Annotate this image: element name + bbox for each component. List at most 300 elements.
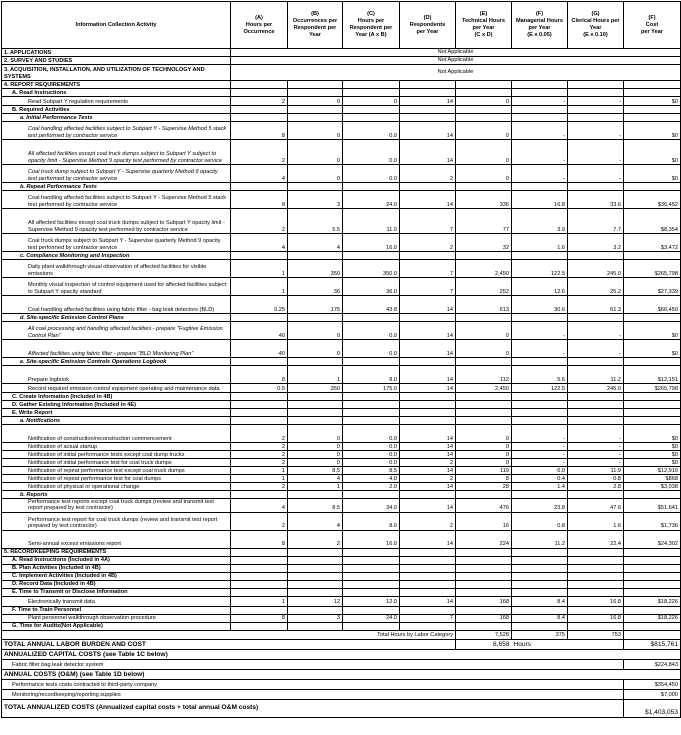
empty-cell xyxy=(288,314,343,322)
empty-cell xyxy=(343,358,400,366)
value-cell: - xyxy=(568,97,624,106)
value-cell: 4 xyxy=(231,499,288,513)
data-row xyxy=(2,296,681,314)
value-cell: 8 xyxy=(231,191,288,209)
empty-cell xyxy=(456,81,512,89)
empty-cell xyxy=(456,564,512,572)
empty-cell xyxy=(568,409,624,417)
empty-cell xyxy=(456,358,512,366)
cost-cell: $224,843 xyxy=(624,659,681,669)
row-label: Plant personnel walkthrough observation procedure xyxy=(2,614,231,622)
row-label: All affected facilities except coal truck dumps subject to Subpart Y subject to opacity limit - Supervise Method 9 opacity test performed by contractor service xyxy=(2,140,231,165)
empty-cell xyxy=(343,252,400,260)
empty-cell xyxy=(456,114,512,122)
empty-cell xyxy=(288,81,343,89)
header-text: per Year xyxy=(641,28,663,35)
value-cell: - xyxy=(568,443,624,451)
empty-cell xyxy=(512,106,568,114)
empty-cell xyxy=(231,548,288,556)
header-text: (A) xyxy=(255,14,263,21)
empty-cell xyxy=(568,606,624,614)
value-cell: 3 xyxy=(288,191,343,209)
empty-cell xyxy=(512,491,568,499)
value-cell: - xyxy=(512,122,568,140)
header-text: (B) xyxy=(311,11,319,17)
row-label: Fabric filter bag leak detector system xyxy=(2,659,624,669)
value-cell: 4.0 xyxy=(343,475,400,483)
value-cell: 2 xyxy=(231,443,288,451)
empty-cell xyxy=(288,358,343,366)
empty-cell xyxy=(288,548,343,556)
row-label: a. Notifications xyxy=(2,417,231,425)
value-cell: 375 xyxy=(512,630,568,639)
empty-cell xyxy=(400,114,456,122)
row-label: Coal truck dumps subject to Subpart Y - Supervise quarterly Method 9 opacity test performed by contractor service xyxy=(2,234,231,252)
empty-cell xyxy=(231,314,288,322)
total-hours: 8,658 xyxy=(456,639,512,649)
empty-cell xyxy=(288,606,343,614)
empty-cell xyxy=(568,588,624,596)
value-cell: 8.0 xyxy=(343,512,400,530)
value-cell: 32 xyxy=(456,234,512,252)
row-label: Prepare logbook xyxy=(2,366,231,384)
row-label: 1. APPLICATIONS xyxy=(2,49,231,57)
value-cell: 8.4 xyxy=(512,596,568,606)
value-cell: $51,641 xyxy=(624,499,681,513)
empty-cell xyxy=(456,314,512,322)
empty-cell xyxy=(343,314,400,322)
value-cell: 0.25 xyxy=(231,296,288,314)
header-column xyxy=(512,2,568,49)
empty-cell xyxy=(568,314,624,322)
value-cell: 8.4 xyxy=(512,614,568,622)
value-cell: 168 xyxy=(456,596,512,606)
row-label: Performance tests costs contracted to third-party company xyxy=(2,679,624,689)
value-cell: 7 xyxy=(400,278,456,296)
row-label: B. Required Activities xyxy=(2,106,231,114)
value-cell: 0 xyxy=(456,340,512,358)
empty-cell xyxy=(624,556,681,564)
value-cell: 40 xyxy=(231,322,288,340)
empty-cell xyxy=(231,81,288,89)
value-cell: 3 xyxy=(288,614,343,622)
row-label: ANNUAL COSTS (O&M) (see Table 1D below) xyxy=(2,669,681,679)
value-cell: 0 xyxy=(288,459,343,467)
value-cell: 0 xyxy=(456,122,512,140)
row-label: C. Implement Activities (Included in 4B) xyxy=(2,572,231,580)
empty-cell xyxy=(624,89,681,97)
row-label: Coal handling affected facilities subject to Subpart Y - Supervise Method 5 stack test performed by contractor service xyxy=(2,191,231,209)
cost-row xyxy=(2,659,681,669)
row-label: E. Write Report xyxy=(2,409,231,417)
empty-cell xyxy=(231,252,288,260)
value-cell: 14 xyxy=(400,97,456,106)
heading-row xyxy=(2,572,681,580)
value-cell: 2 xyxy=(231,451,288,459)
value-cell: - xyxy=(512,97,568,106)
empty-cell xyxy=(343,81,400,89)
value-cell: 14 xyxy=(400,366,456,384)
heading-row xyxy=(2,556,681,564)
value-cell: 7.7 xyxy=(568,209,624,234)
empty-cell xyxy=(512,81,568,89)
heading-row xyxy=(2,580,681,588)
value-cell: $0 xyxy=(624,443,681,451)
empty-cell xyxy=(624,491,681,499)
value-cell: 4 xyxy=(288,475,343,483)
value-cell: 14 xyxy=(400,483,456,491)
value-cell: - xyxy=(512,451,568,459)
empty-cell xyxy=(456,89,512,97)
value-cell: 2.8 xyxy=(568,483,624,491)
value-cell: 61.3 xyxy=(568,296,624,314)
empty-cell xyxy=(288,401,343,409)
empty-cell xyxy=(288,564,343,572)
empty-cell xyxy=(456,606,512,614)
value-cell: 2 xyxy=(231,209,288,234)
empty-cell xyxy=(288,106,343,114)
data-row xyxy=(2,467,681,475)
data-row xyxy=(2,97,681,106)
heading-row xyxy=(2,252,681,260)
empty-cell xyxy=(288,89,343,97)
row-label: Notification of physical or operational change xyxy=(2,483,231,491)
value-cell: 7 xyxy=(400,614,456,622)
value-cell: 8 xyxy=(231,366,288,384)
header-column xyxy=(400,2,456,49)
empty-cell xyxy=(512,548,568,556)
table-header xyxy=(2,2,681,49)
data-row xyxy=(2,366,681,384)
row-label: 3. ACQUISITION, INSTALLATION, AND UTILIZATION OF TECHNOLOGY AND SYSTEMS xyxy=(2,65,231,81)
value-cell: 0.8 xyxy=(512,512,568,530)
value-cell: 28 xyxy=(456,483,512,491)
value-cell: - xyxy=(568,165,624,183)
row-label: Coal truck dump subject to Subpart Y - Supervise quarterly Method 9 opacity test performed by contractor service xyxy=(2,165,231,183)
value-cell: 1 xyxy=(231,260,288,278)
heading-row xyxy=(2,114,681,122)
value-cell: 14 xyxy=(400,340,456,358)
header-text: (F) xyxy=(648,14,656,21)
value-cell: 0 xyxy=(343,97,400,106)
empty-cell xyxy=(400,393,456,401)
empty-cell xyxy=(568,580,624,588)
value-cell: 350 xyxy=(288,260,343,278)
empty-cell xyxy=(288,572,343,580)
section-row xyxy=(2,57,681,65)
empty-cell xyxy=(400,314,456,322)
table-body xyxy=(2,49,681,718)
header-text: Cost xyxy=(645,21,659,28)
value-cell: 14 xyxy=(400,596,456,606)
heading-row xyxy=(2,81,681,89)
value-cell: $8,354 xyxy=(624,209,681,234)
empty-cell xyxy=(231,580,288,588)
value-cell: 4 xyxy=(288,512,343,530)
empty-cell xyxy=(512,358,568,366)
empty-cell xyxy=(400,417,456,425)
empty-cell xyxy=(624,417,681,425)
value-cell: 36.0 xyxy=(343,278,400,296)
empty-cell xyxy=(512,183,568,191)
value-cell: 8.5 xyxy=(288,467,343,475)
value-cell: 16.8 xyxy=(568,596,624,606)
value-cell: 8.5 xyxy=(343,467,400,475)
total-burden-row xyxy=(2,639,681,649)
data-row xyxy=(2,322,681,340)
value-cell: 24.0 xyxy=(343,191,400,209)
value-cell: 2 xyxy=(231,97,288,106)
value-cell: 1 xyxy=(231,475,288,483)
empty-cell xyxy=(456,580,512,588)
data-row xyxy=(2,209,681,234)
value-cell: $18,226 xyxy=(624,596,681,606)
value-cell: 2 xyxy=(400,165,456,183)
empty-cell xyxy=(400,564,456,572)
empty-cell xyxy=(512,580,568,588)
header-text: Respondent per Year xyxy=(293,25,337,38)
heading-row xyxy=(2,491,681,499)
cost-cell: $7,000 xyxy=(624,689,681,699)
data-row xyxy=(2,614,681,622)
empty-cell xyxy=(512,556,568,564)
value-cell: 40 xyxy=(231,340,288,358)
empty-cell xyxy=(400,81,456,89)
empty-cell xyxy=(343,548,400,556)
span-note: Not Applicable xyxy=(231,65,681,81)
value-cell: 8 xyxy=(231,530,288,548)
data-row xyxy=(2,512,681,530)
value-cell: 753 xyxy=(568,630,624,639)
span-note: Not Applicable xyxy=(231,57,681,65)
value-cell: 224 xyxy=(456,530,512,548)
empty-cell xyxy=(400,358,456,366)
value-cell: 0 xyxy=(456,165,512,183)
empty-cell xyxy=(343,556,400,564)
empty-cell xyxy=(288,183,343,191)
empty-cell xyxy=(568,417,624,425)
row-label: Electronically transmit data xyxy=(2,596,231,606)
value-cell: $265,798 xyxy=(624,384,681,393)
value-cell: 0 xyxy=(288,322,343,340)
empty-cell xyxy=(456,622,512,630)
data-row xyxy=(2,475,681,483)
header-text: (C x D) xyxy=(474,32,493,38)
row-label: Notification of construction/reconstruction commencement xyxy=(2,425,231,443)
value-cell: 6.0 xyxy=(512,467,568,475)
value-cell: 0.0 xyxy=(343,425,400,443)
empty-cell xyxy=(624,622,681,630)
empty-cell xyxy=(624,183,681,191)
value-cell: $66,450 xyxy=(624,296,681,314)
empty-cell xyxy=(343,580,400,588)
empty-cell xyxy=(456,491,512,499)
row-label: Notification of initial performance test for coal truck dumps xyxy=(2,459,231,467)
header-column xyxy=(568,2,624,49)
value-cell: 1 xyxy=(231,596,288,606)
value-cell: $27,339 xyxy=(624,278,681,296)
value-cell: 2 xyxy=(400,234,456,252)
heading-row xyxy=(2,314,681,322)
row-label: e. Site-specific Emission Controls Operations Logbook xyxy=(2,358,231,366)
data-row xyxy=(2,499,681,513)
total-cost: $815,761 xyxy=(624,639,681,649)
empty-cell xyxy=(512,588,568,596)
empty-cell xyxy=(624,114,681,122)
value-cell xyxy=(624,630,681,639)
empty-cell xyxy=(624,564,681,572)
grand-total-row xyxy=(2,699,681,717)
empty-cell xyxy=(624,252,681,260)
value-cell: 119 xyxy=(456,467,512,475)
empty-cell xyxy=(400,622,456,630)
value-cell: 5.6 xyxy=(512,366,568,384)
value-cell: 0 xyxy=(456,140,512,165)
empty-cell xyxy=(568,106,624,114)
empty-cell xyxy=(400,572,456,580)
row-label: TOTAL ANNUALIZED COSTS (Annualized capital costs + total annual O&M costs) xyxy=(2,699,624,717)
header-column xyxy=(288,2,343,49)
empty-cell xyxy=(624,401,681,409)
value-cell: 2 xyxy=(231,140,288,165)
row-label: Notification of initial performance tests except coal dump trucks xyxy=(2,451,231,459)
value-cell: 476 xyxy=(456,499,512,513)
value-cell: 0 xyxy=(288,140,343,165)
value-cell: 0.0 xyxy=(343,122,400,140)
value-cell: 0.0 xyxy=(343,140,400,165)
value-cell: $868 xyxy=(624,475,681,483)
row-label: ANNUALIZED CAPITAL COSTS (see Table 1C below) xyxy=(2,649,681,659)
value-cell: $0 xyxy=(624,340,681,358)
value-cell: 0 xyxy=(288,443,343,451)
value-cell: 0.0 xyxy=(343,165,400,183)
value-cell: - xyxy=(512,322,568,340)
heading-row xyxy=(2,417,681,425)
empty-cell xyxy=(231,417,288,425)
empty-cell xyxy=(512,393,568,401)
row-label: D. Gather Existing Information (Included in 4E) xyxy=(2,401,231,409)
empty-cell xyxy=(400,106,456,114)
value-cell: 16.0 xyxy=(343,234,400,252)
row-label: Notification of repeat performance test except coal truck dumps xyxy=(2,467,231,475)
empty-cell xyxy=(288,417,343,425)
value-cell: 168 xyxy=(456,614,512,622)
row-label: Monitoring/recordkeeping/reporting supplies xyxy=(2,689,624,699)
empty-cell xyxy=(400,252,456,260)
value-cell: 11.2 xyxy=(512,530,568,548)
empty-cell xyxy=(512,564,568,572)
value-cell: 11.9 xyxy=(568,467,624,475)
heading-row xyxy=(2,588,681,596)
value-cell: 2,450 xyxy=(456,260,512,278)
value-cell: 1 xyxy=(288,483,343,491)
header-column xyxy=(231,2,288,49)
value-cell: 4 xyxy=(231,165,288,183)
row-label: Performance test reports except coal truck dumps (review and transmit test report prepared by test contractor) xyxy=(2,499,231,513)
empty-cell xyxy=(456,572,512,580)
header-activity xyxy=(2,2,231,49)
empty-cell xyxy=(568,393,624,401)
empty-cell xyxy=(343,106,400,114)
empty-cell xyxy=(343,409,400,417)
value-cell: $0 xyxy=(624,140,681,165)
empty-cell xyxy=(568,183,624,191)
value-cell: - xyxy=(512,340,568,358)
value-cell: $18,226 xyxy=(624,614,681,622)
row-label: TOTAL ANNUAL LABOR BURDEN AND COST xyxy=(2,639,456,649)
value-cell: 0.0 xyxy=(343,340,400,358)
data-row xyxy=(2,165,681,183)
value-cell: 14 xyxy=(400,384,456,393)
empty-cell xyxy=(624,409,681,417)
value-cell: 175.0 xyxy=(343,384,400,393)
empty-cell xyxy=(512,417,568,425)
empty-cell xyxy=(343,89,400,97)
value-cell: 0.5 xyxy=(231,384,288,393)
data-row xyxy=(2,384,681,393)
empty-cell xyxy=(456,548,512,556)
header-text: Hours per xyxy=(245,21,273,28)
row-label: Coal handling affected facilities subject to Subpart Y - Supervise Method 5 stack test performed by contractor service xyxy=(2,122,231,140)
row-label: D. Record Data (Included in 4B) xyxy=(2,580,231,588)
value-cell: 0 xyxy=(288,97,343,106)
value-cell: 3.2 xyxy=(568,234,624,252)
row-label: Affected facilities using fabric filter - prepare "BLD Monitoring Plan" xyxy=(2,340,231,358)
empty-cell xyxy=(343,417,400,425)
empty-cell xyxy=(400,409,456,417)
value-cell: 8 xyxy=(456,475,512,483)
empty-cell xyxy=(512,409,568,417)
value-cell: 175 xyxy=(288,296,343,314)
empty-cell xyxy=(231,556,288,564)
value-cell: 2 xyxy=(400,475,456,483)
empty-cell xyxy=(568,572,624,580)
empty-cell xyxy=(231,393,288,401)
empty-cell xyxy=(231,358,288,366)
value-cell: $265,798 xyxy=(624,260,681,278)
row-label: a. Initial Performance Tests xyxy=(2,114,231,122)
value-cell: 14 xyxy=(400,499,456,513)
data-row xyxy=(2,530,681,548)
value-cell: - xyxy=(512,140,568,165)
empty-cell xyxy=(400,89,456,97)
row-label: Semi-annual excess emissions report xyxy=(2,530,231,548)
value-cell: 25.2 xyxy=(568,278,624,296)
header-text: (D) xyxy=(423,14,432,21)
heading-row xyxy=(2,649,681,659)
value-cell: 34.0 xyxy=(343,499,400,513)
empty-cell xyxy=(568,548,624,556)
cost-row xyxy=(2,689,681,699)
empty-cell xyxy=(400,401,456,409)
empty-cell xyxy=(456,393,512,401)
header-text: Hours per xyxy=(357,18,385,24)
value-cell: 2 xyxy=(400,459,456,467)
row-label: E. Time to Transmit or Disclose Information xyxy=(2,588,231,596)
empty-cell xyxy=(512,401,568,409)
empty-cell xyxy=(568,556,624,564)
value-cell: 1 xyxy=(231,278,288,296)
value-cell: 0 xyxy=(456,451,512,459)
empty-cell xyxy=(288,114,343,122)
burden-table xyxy=(1,1,681,718)
empty-cell xyxy=(568,491,624,499)
row-label: 4. REPORT REQUIREMENTS xyxy=(2,81,231,89)
value-cell: 1.6 xyxy=(512,234,568,252)
empty-cell xyxy=(512,572,568,580)
value-cell: 14 xyxy=(400,140,456,165)
header-text: Technical Hours per Year xyxy=(461,18,506,31)
